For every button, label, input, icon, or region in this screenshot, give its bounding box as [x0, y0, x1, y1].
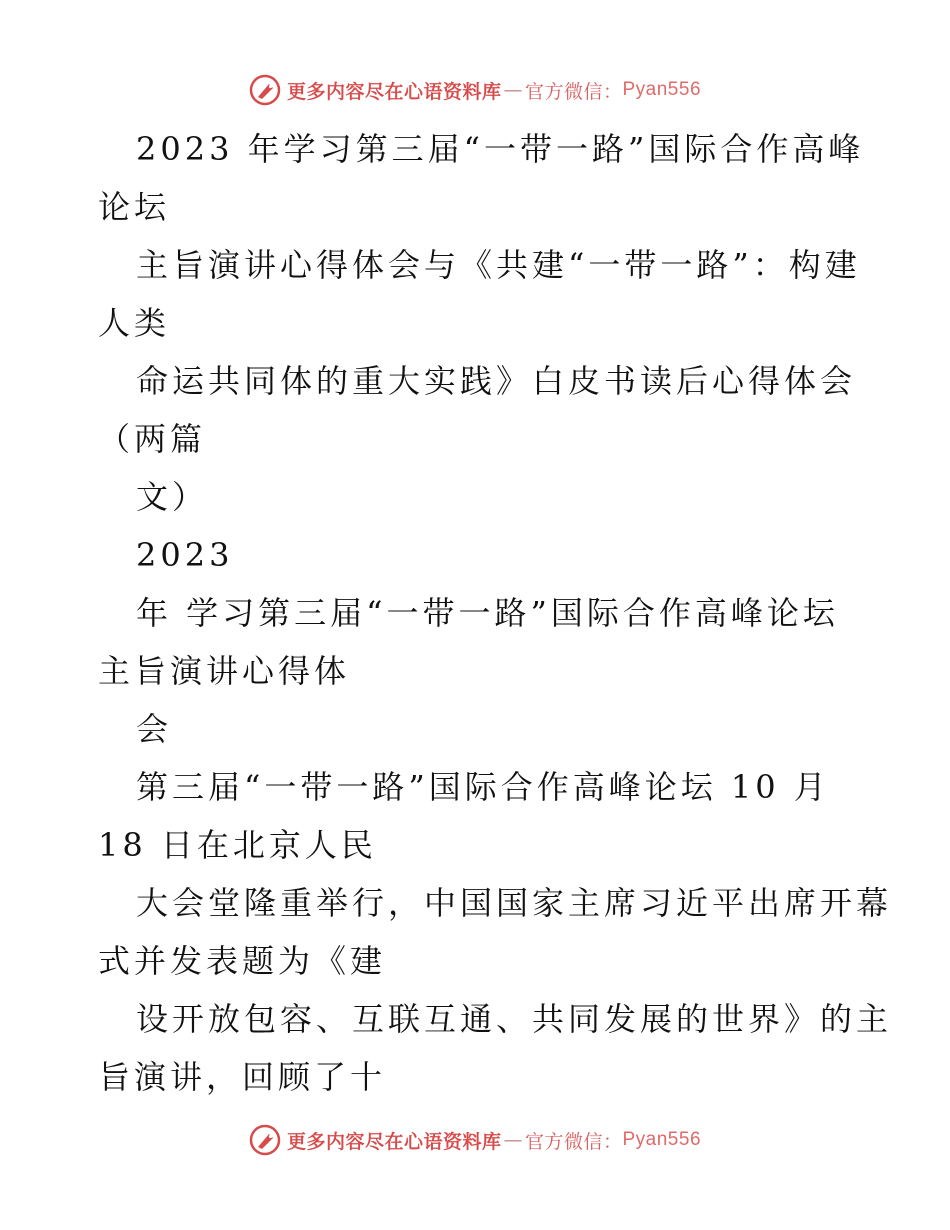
watermark-lead-text: 更多内容尽在心语资料库: [286, 80, 502, 103]
pen-nib-icon: [249, 1124, 281, 1156]
doc-line: 式并发表题为《建: [98, 942, 387, 980]
doc-line: 命运共同体的重大实践》白皮书读后心得体会: [136, 362, 857, 400]
watermark-separator: —: [503, 79, 523, 101]
watermark-wechat-id: Pyan556: [622, 79, 702, 100]
doc-line: 2023 年学习第三届“一带一路”国际合作高峰: [136, 130, 865, 168]
watermark-lead-text: 更多内容尽在心语资料库: [286, 1130, 502, 1153]
doc-line: 会: [136, 710, 173, 748]
doc-line: 18 日在北京人民: [98, 826, 377, 864]
doc-line: 旨演讲，回顾了十: [98, 1058, 387, 1096]
doc-line: 设开放包容、互联互通、共同发展的世界》的主: [136, 1000, 893, 1038]
watermark-separator: —: [503, 1129, 523, 1151]
doc-line: 第三届“一带一路”国际合作高峰论坛 10 月: [136, 768, 830, 806]
doc-line: 2023: [136, 536, 234, 574]
doc-line: 年 学习第三届“一带一路”国际合作高峰论坛: [136, 594, 839, 632]
doc-line: 主旨演讲心得体会与《共建“一带一路”：构建: [136, 246, 861, 284]
doc-line: 人类: [98, 304, 171, 342]
doc-line: 大会堂隆重举行，中国国家主席习近平出席开幕: [136, 884, 893, 922]
doc-line: 主旨演讲心得体: [98, 652, 351, 690]
doc-line: 文）: [136, 478, 209, 516]
header-watermark: [0, 70, 950, 110]
footer-watermark: [0, 1120, 950, 1160]
watermark-wechat-id: Pyan556: [622, 1129, 702, 1150]
doc-line: 论坛: [98, 188, 171, 226]
watermark-wechat-label: 官方微信：: [524, 80, 623, 103]
pen-nib-icon: [249, 74, 281, 106]
doc-line: （两篇: [98, 420, 207, 458]
watermark-wechat-label: 官方微信：: [524, 1130, 623, 1153]
document-body: [98, 120, 893, 1106]
